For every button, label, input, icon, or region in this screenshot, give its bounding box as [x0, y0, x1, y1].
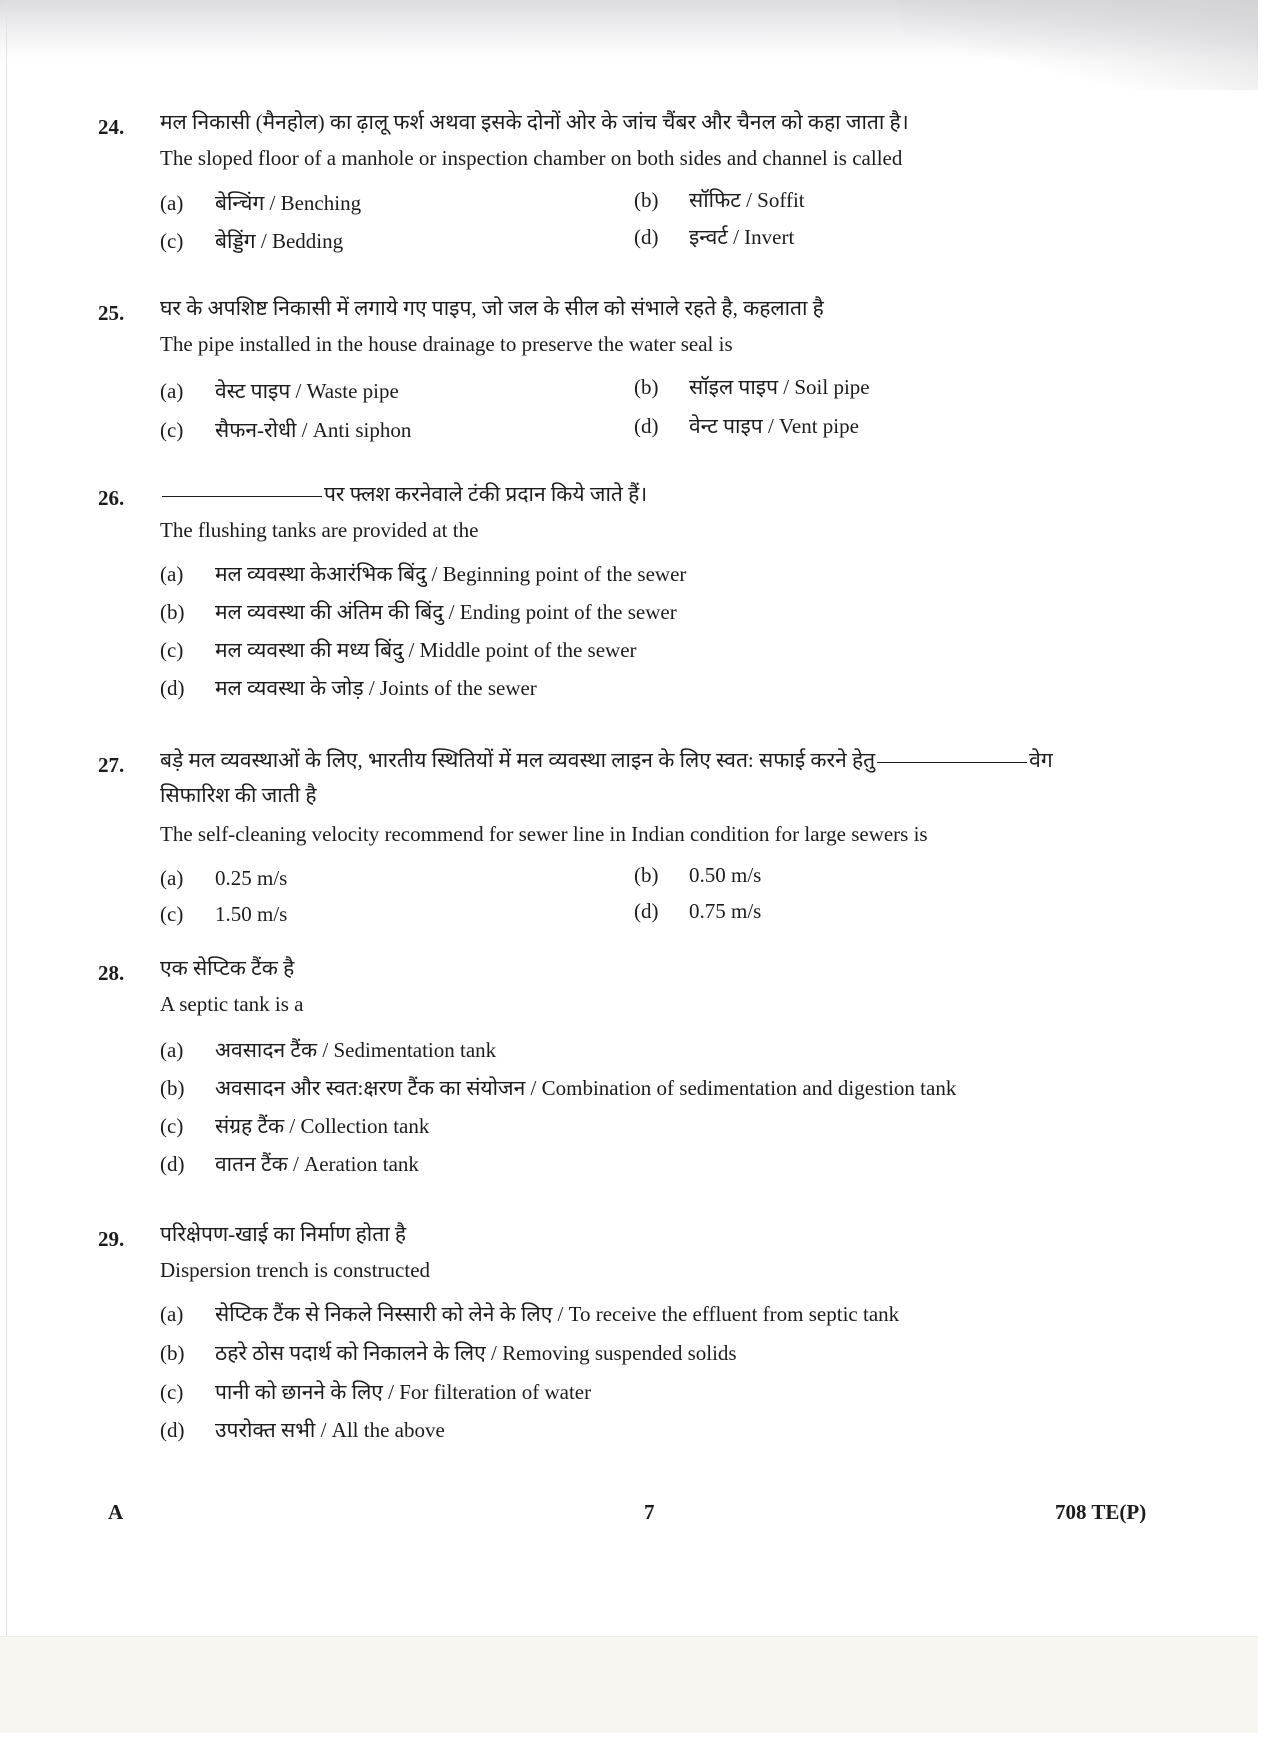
option-a[interactable]: (a) अवसादन टैंक / Sedimentation tank: [160, 1038, 497, 1062]
series-code: A: [108, 1500, 124, 1524]
question-hindi: परिक्षेपण-खाई का निर्माण होता है: [160, 1222, 407, 1246]
scan-left-edge: [6, 0, 7, 1640]
question-english: The self-cleaning velocity recommend for sewer line in Indian condition for large sewers is: [160, 822, 928, 846]
question-hindi: बड़े मल व्यवस्थाओं के लिए, भारतीय स्थितियों में मल व्यवस्था लाइन के लिए स्वत: सफाई करने हेतु वेग: [160, 748, 1053, 772]
option-c[interactable]: (c) बेड्डिंग / Bedding: [160, 229, 344, 253]
option-b[interactable]: (b) 0.50 m/s: [634, 863, 762, 887]
option-a[interactable]: (a) वेस्ट पाइप / Waste pipe: [160, 379, 399, 403]
question-hindi: मल निकासी (मैनहोल) का ढ़ालू फर्श अथवा इसके दोनों ओर के जांच चैंबर और चैनल को कहा जाता है।: [160, 110, 909, 134]
option-c[interactable]: (c) मल व्यवस्था की मध्य बिंदु / Middle point of the sewer: [160, 638, 637, 662]
option-a[interactable]: (a) मल व्यवस्था केआरंभिक बिंदु / Beginning point of the sewer: [160, 562, 687, 586]
option-d[interactable]: (d) 0.75 m/s: [634, 899, 762, 923]
option-a[interactable]: (a) बेन्चिंग / Benching: [160, 191, 362, 215]
option-c[interactable]: (c) सैफन-रोधी / Anti siphon: [160, 418, 412, 442]
option-a[interactable]: (a) 0.25 m/s: [160, 866, 288, 890]
question-english: A septic tank is a: [160, 992, 304, 1016]
question-number: 29.: [98, 1227, 125, 1251]
question-english: Dispersion trench is constructed: [160, 1258, 431, 1282]
option-b[interactable]: (b) अवसादन और स्वत:क्षरण टैंक का संयोजन / Combination of sedimentation and digestion tank: [160, 1076, 957, 1100]
option-d[interactable]: (d) उपरोक्त सभी / All the above: [160, 1418, 445, 1442]
option-b[interactable]: (b) सॉइल पाइप / Soil pipe: [634, 375, 870, 399]
option-d[interactable]: (d) इन्वर्ट / Invert: [634, 225, 795, 249]
option-c[interactable]: (c) पानी को छानने के लिए / For filteration of water: [160, 1380, 592, 1404]
paper-code: 708 TE(P): [1055, 1500, 1147, 1524]
question-english: The pipe installed in the house drainage to preserve the water seal is: [160, 332, 733, 356]
option-d[interactable]: (d) मल व्यवस्था के जोड़ / Joints of the sewer: [160, 676, 537, 700]
scan-bottom-strip: [0, 1636, 1258, 1733]
option-d[interactable]: (d) वेन्ट पाइप / Vent pipe: [634, 414, 859, 438]
option-d[interactable]: (d) वातन टैंक / Aeration tank: [160, 1152, 419, 1176]
question-number: 25.: [98, 301, 125, 325]
option-c[interactable]: (c) 1.50 m/s: [160, 902, 288, 926]
option-c[interactable]: (c) संग्रह टैंक / Collection tank: [160, 1114, 430, 1138]
option-b[interactable]: (b) मल व्यवस्था की अंतिम की बिंदु / Ending point of the sewer: [160, 600, 677, 624]
question-number: 24.: [98, 115, 125, 139]
question-english: The flushing tanks are provided at the: [160, 518, 479, 542]
question-hindi: एक सेप्टिक टैंक है: [160, 956, 295, 980]
scan-corner-shadow: [900, 0, 1258, 90]
answer-blank: [162, 496, 322, 497]
answer-blank: [877, 762, 1027, 763]
question-number: 26.: [98, 486, 125, 510]
question-hindi: घर के अपशिष्ट निकासी में लगाये गए पाइप, जो जल के सील को संभाले रहते है, कहलाता है: [160, 296, 824, 320]
option-b[interactable]: (b) सॉफिट / Soffit: [634, 188, 805, 212]
option-b[interactable]: (b) ठहरे ठोस पदार्थ को निकालने के लिए / Removing suspended solids: [160, 1341, 737, 1365]
question-number: 27.: [98, 753, 125, 777]
scan-right-margin: [1258, 0, 1275, 1755]
question-english: The sloped floor of a manhole or inspection chamber on both sides and channel is called: [160, 146, 903, 170]
question-number: 28.: [98, 961, 125, 985]
question-hindi: पर फ्लश करनेवाले टंकी प्रदान किये जाते हैं।: [160, 480, 647, 508]
option-a[interactable]: (a) सेप्टिक टैंक से निकले निस्सारी को लेने के लिए / To receive the effluent from septic tank: [160, 1302, 900, 1326]
question-hindi-continued: सिफारिश की जाती है: [160, 783, 317, 807]
page-number: 7: [644, 1500, 655, 1524]
